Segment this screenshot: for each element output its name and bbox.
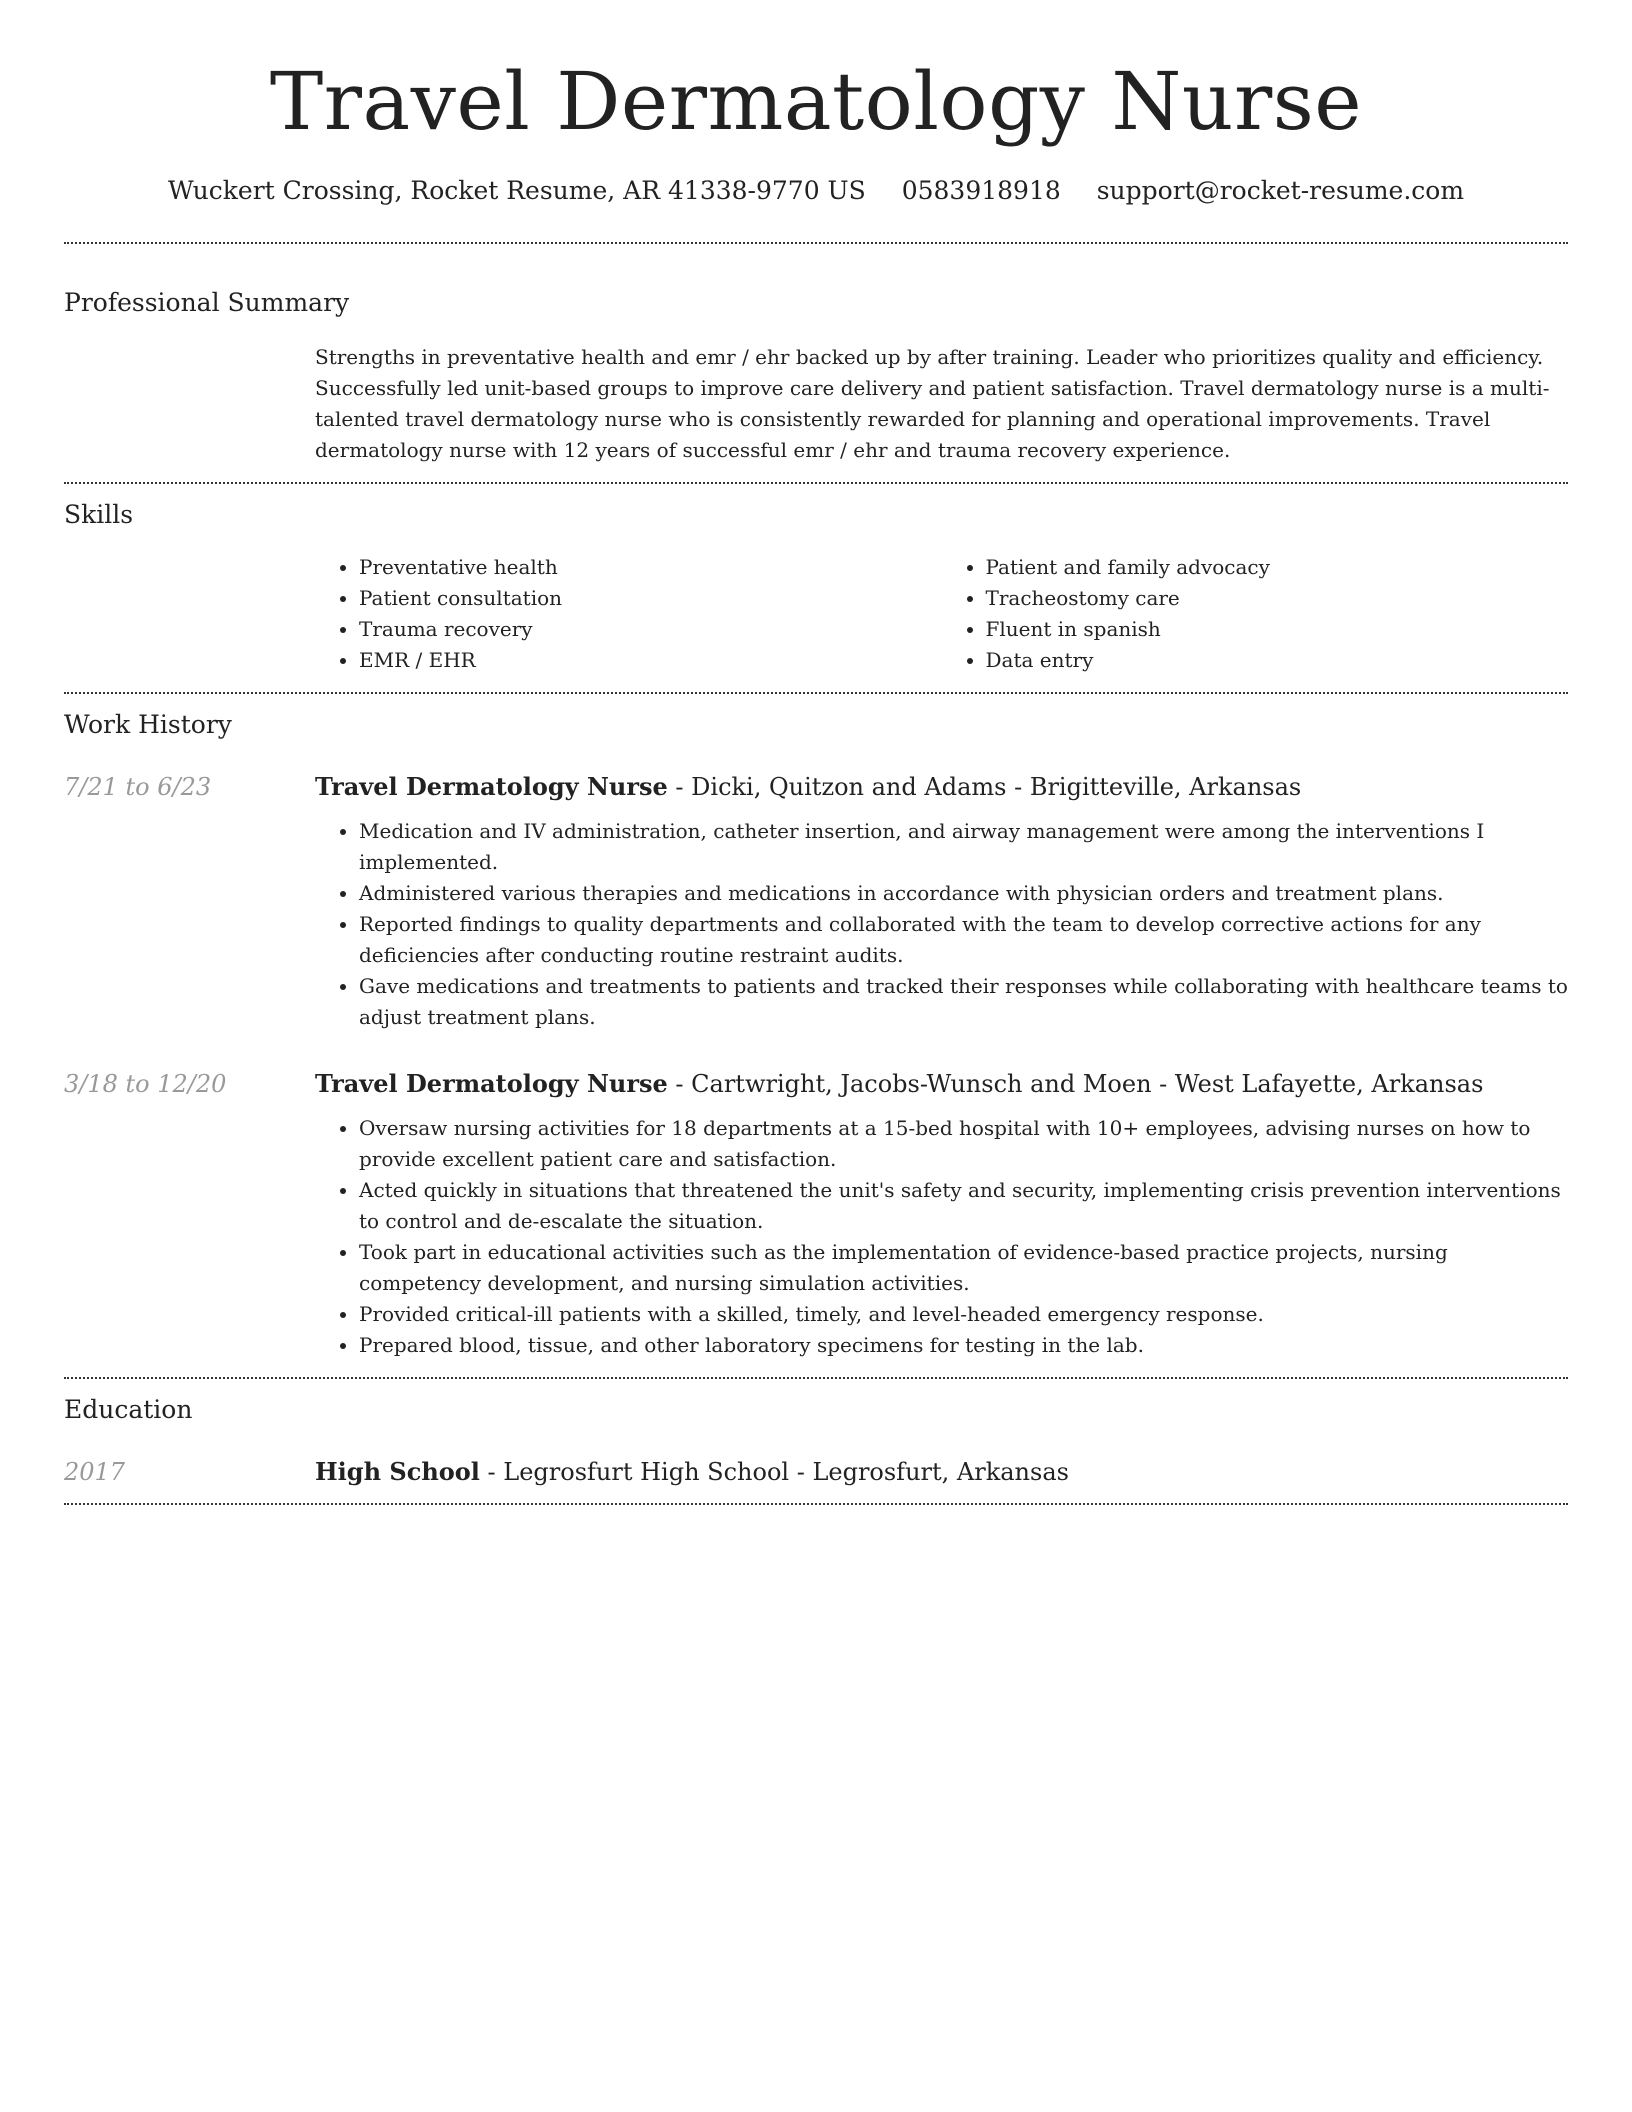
summary-text: Strengths in preventative health and emr / ehr backed up by after training. Leader who prioritizes quality and efficiency. Successfully led unit-based groups to improve care delivery and patient satisfaction. Travel dermatology nurse is a multi-talented travel dermatology nurse who is consistently rewarded for planning and operational improvements. Travel dermatology nurse with 12 years of successful emr / ehr and trauma recovery experience. xyxy=(315,345,1550,462)
section-divider xyxy=(64,1377,1568,1379)
job-dates: 3/18 to 12/20 xyxy=(64,1070,227,1098)
skills-column-right xyxy=(942,552,1569,676)
skill-item: • Patient and family advocacy xyxy=(986,552,1569,583)
education-degree: High School xyxy=(315,1457,480,1486)
summary-row xyxy=(64,320,1568,482)
skills-spacer xyxy=(64,532,315,692)
job-bullets xyxy=(315,1113,1568,1361)
skills-section xyxy=(64,498,1568,692)
education-school: - Legrosfurt High School - Legrosfurt, Arkansas xyxy=(479,1458,1069,1486)
education-body xyxy=(315,1455,1568,1489)
education-title: Education xyxy=(64,1395,193,1424)
summary-title: Professional Summary xyxy=(64,288,350,317)
skill-item: • EMR / EHR xyxy=(359,645,942,676)
job-role: Travel Dermatology Nurse xyxy=(315,772,668,801)
job-dates: 7/21 to 6/23 xyxy=(64,773,212,801)
skills-body xyxy=(315,532,1568,692)
skill-item: • Patient consultation xyxy=(359,583,942,614)
job-employer: - Dicki, Quitzon and Adams - Brigitteville, Arkansas xyxy=(667,773,1302,801)
skills-row xyxy=(64,532,1568,692)
skill-item: • Fluent in spanish xyxy=(986,614,1569,645)
resume-name: Travel Dermatology Nurse xyxy=(269,55,1363,148)
contact-line xyxy=(64,174,1568,208)
education-heading xyxy=(315,1455,1568,1489)
job-body xyxy=(315,770,1568,1033)
education-year: 2017 xyxy=(64,1458,126,1486)
job-employer: - Cartwright, Jacobs-Wunsch and Moen - West Lafayette, Arkansas xyxy=(667,1070,1484,1098)
job-entry xyxy=(64,1067,1568,1361)
job-bullet: • Took part in educational activities such as the implementation of evidence-based practice projects, nursing competency development, and nursing simulation activities. xyxy=(359,1237,1568,1299)
job-body xyxy=(315,1067,1568,1361)
section-divider xyxy=(64,1503,1568,1505)
job-bullets xyxy=(315,816,1568,1033)
job-heading xyxy=(315,1067,1568,1101)
section-divider xyxy=(64,692,1568,694)
work-section xyxy=(64,708,1568,1361)
education-entry xyxy=(64,1455,1568,1489)
section-divider xyxy=(64,242,1568,244)
skills-title: Skills xyxy=(64,500,134,529)
job-bullet: • Acted quickly in situations that threatened the unit's safety and security, implementing crisis prevention interventions to control and de-escalate the situation. xyxy=(359,1175,1568,1237)
job-bullet: • Prepared blood, tissue, and other laboratory specimens for testing in the lab. xyxy=(359,1330,1568,1361)
job-bullet: • Provided critical-ill patients with a skilled, timely, and level-headed emergency response. xyxy=(359,1299,1568,1330)
job-heading xyxy=(315,770,1568,804)
job-role: Travel Dermatology Nurse xyxy=(315,1069,668,1098)
work-title: Work History xyxy=(64,710,232,739)
contact-address: Wuckert Crossing, Rocket Resume, AR 41338-9770 US xyxy=(167,176,866,205)
summary-section xyxy=(64,286,1568,482)
skills-column-left xyxy=(315,552,942,676)
summary-spacer xyxy=(64,320,315,482)
summary-body xyxy=(315,320,1568,482)
skill-item: • Tracheostomy care xyxy=(986,583,1569,614)
contact-phone: 0583918918 xyxy=(901,176,1061,205)
job-bullet: • Administered various therapies and medications in accordance with physician orders and treatment plans. xyxy=(359,878,1568,909)
skills-list xyxy=(315,552,1568,676)
skill-item: • Preventative health xyxy=(359,552,942,583)
job-bullet: • Reported findings to quality departments and collaborated with the team to develop corrective actions for any deficiencies after conducting routine restraint audits. xyxy=(359,909,1568,971)
job-bullet: • Gave medications and treatments to patients and tracked their responses while collaborating with healthcare teams to adjust treatment plans. xyxy=(359,971,1568,1033)
skill-item: • Data entry xyxy=(986,645,1569,676)
section-divider xyxy=(64,482,1568,484)
job-bullet: • Oversaw nursing activities for 18 departments at a 15-bed hospital with 10+ employees, advising nurses on how to provide excellent patient care and satisfaction. xyxy=(359,1113,1568,1175)
education-section xyxy=(64,1393,1568,1489)
job-entry xyxy=(64,770,1568,1033)
skill-item: • Trauma recovery xyxy=(359,614,942,645)
contact-email: support@rocket-resume.com xyxy=(1096,176,1465,205)
job-bullet: • Medication and IV administration, catheter insertion, and airway management were among the interventions I implemented. xyxy=(359,816,1568,878)
